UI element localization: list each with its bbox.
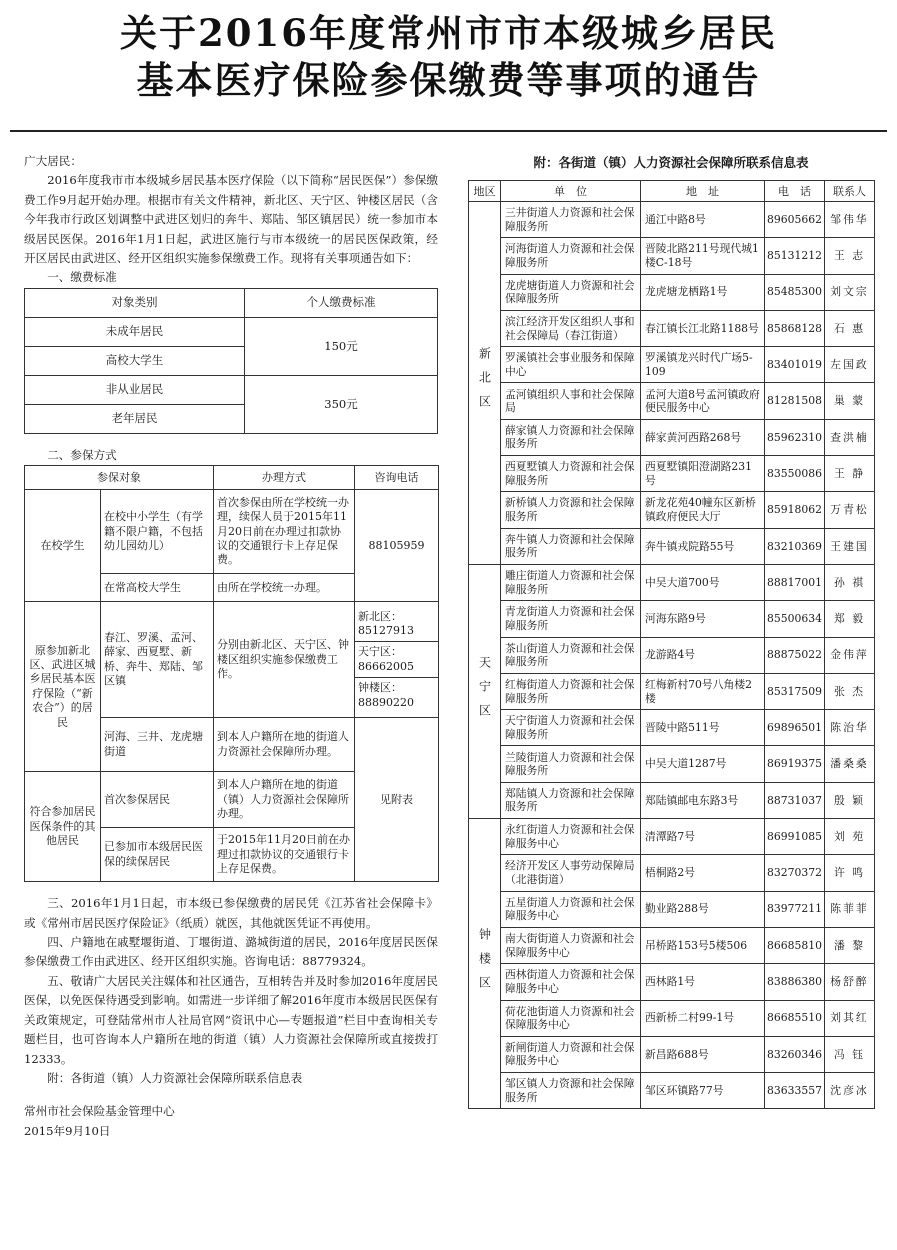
contact-row — [469, 782, 875, 818]
unit-name: 荷花池街道人力资源和社会保障服务中心 — [501, 1000, 641, 1036]
group-label: 符合参加居民医保条件的其他居民 — [25, 772, 101, 882]
district-name: 天宁区 — [469, 564, 501, 818]
unit-name: 永红街道人力资源和社会保障服务中心 — [501, 819, 641, 855]
title-line-1: 关于2016年度常州市市本级城乡居民 — [120, 11, 777, 55]
unit-phone: 86919375 — [765, 746, 825, 782]
contact-row — [469, 891, 875, 927]
contact-col-phone: 电 话 — [765, 181, 825, 202]
consult-phone: 88105959 — [355, 490, 439, 602]
signature-date: 2015年9月10日 — [24, 1123, 111, 1138]
method-text: 分别由新北区、天宁区、钟楼区组织实施参保缴费工作。 — [214, 602, 355, 718]
contact-row — [469, 746, 875, 782]
unit-address: 龙游路4号 — [641, 637, 765, 673]
unit-phone: 83977211 — [765, 891, 825, 927]
title-line-2: 基本医疗保险参保缴费等事项的通告 — [136, 58, 761, 102]
unit-name: 奔牛镇人力资源和社会保障服务所 — [501, 528, 641, 564]
unit-phone: 85500634 — [765, 601, 825, 637]
unit-phone: 86685510 — [765, 1000, 825, 1036]
see-appendix: 见附表 — [355, 718, 439, 882]
paragraph-6: 附：各街道（镇）人力资源社会保障所联系信息表 — [47, 1070, 303, 1085]
contact-person: 王建国 — [825, 528, 875, 564]
method-text: 由所在学校统一办理。 — [214, 574, 355, 602]
group-label: 原参加新北区、武进区城乡居民基本医疗保险（“新农合”）的居民 — [25, 602, 101, 772]
unit-name: 滨江经济开发区组织人事和社会保障局（春江街道） — [501, 310, 641, 346]
unit-address: 晋陵中路511号 — [641, 710, 765, 746]
unit-phone: 88817001 — [765, 564, 825, 600]
unit-address: 新昌路688号 — [641, 1036, 765, 1072]
contact-person: 查洪楠 — [825, 419, 875, 455]
contact-row — [469, 492, 875, 528]
method-text: 于2015年11月20日前在办理过扣款协议的交通银行卡上存足保费。 — [214, 828, 355, 882]
contact-row — [469, 274, 875, 310]
unit-address: 西新桥二村99-1号 — [641, 1000, 765, 1036]
contact-row — [469, 927, 875, 963]
unit-address: 孟河大道8号孟河镇政府便民服务中心 — [641, 383, 765, 419]
unit-phone: 83633557 — [765, 1073, 825, 1109]
contact-row — [469, 637, 875, 673]
notice-body — [24, 152, 438, 1141]
method-text: 到本人户籍所在地的街道人力资源社会保障所办理。 — [214, 718, 355, 772]
contact-col-unit: 单 位 — [501, 181, 641, 202]
contact-row — [469, 528, 875, 564]
unit-phone: 81281508 — [765, 383, 825, 419]
unit-name: 经济开发区人事劳动保障局（北港街道） — [501, 855, 641, 891]
unit-phone: 83550086 — [765, 456, 825, 492]
contact-row — [469, 819, 875, 855]
contact-person: 刘文宗 — [825, 274, 875, 310]
target-subgroup: 河海、三井、龙虎塘街道 — [101, 718, 214, 772]
paragraph-4: 四、户籍地在戚墅堰街道、丁堰街道、潞城街道的居民，2016年度居民医保参保缴费工作由武进区、经开区组织实施。咨询电话：88779324。 — [24, 935, 438, 969]
method-text: 首次参保由所在学校统一办理，续保人员于2015年11月20日前在办理过扣款协议的交通银行卡上存足保费。 — [214, 490, 355, 574]
unit-name: 五星街道人力资源和社会保障服务中心 — [501, 891, 641, 927]
intro-paragraph: 2016年度我市市本级城乡居民基本医疗保险（以下简称“居民医保”）参保缴费工作9月起开始办理。根据市有关文件精神，新北区、天宁区、钟楼区居民（含今年我市行政区划调整中武进区划归的奔牛、郑陆、邹区镇居民）统一参加市本级居民医保。2016年1月1日起，武进区施行与市本级统一的居民医保政策，经开区居民由武进区、经开区组织实施参保缴费工作。现将有关事项通告如下： — [24, 173, 438, 266]
unit-address: 郑陆镇邮电东路3号 — [641, 782, 765, 818]
fee-col-amount: 个人缴费标准 — [245, 288, 438, 317]
unit-phone: 88875022 — [765, 637, 825, 673]
unit-address: 春江镇长江北路1188号 — [641, 310, 765, 346]
unit-name: 新桥镇人力资源和社会保障服务所 — [501, 492, 641, 528]
contact-person: 杨舒醉 — [825, 964, 875, 1000]
unit-name: 薛家镇人力资源和社会保障服务所 — [501, 419, 641, 455]
unit-address: 通江中路8号 — [641, 202, 765, 238]
unit-phone: 85485300 — [765, 274, 825, 310]
contact-row — [469, 383, 875, 419]
unit-name: 西夏墅镇人力资源和社会保障服务所 — [501, 456, 641, 492]
fee-amount: 150元 — [245, 317, 438, 375]
unit-name: 河海街道人力资源和社会保障服务所 — [501, 238, 641, 274]
contact-row — [469, 673, 875, 709]
unit-name: 孟河镇组织人事和社会保障局 — [501, 383, 641, 419]
contact-person: 石 惠 — [825, 310, 875, 346]
unit-address: 罗溪镇龙兴时代广场5-109 — [641, 347, 765, 383]
contact-col-address: 地 址 — [641, 181, 765, 202]
signature-org: 常州市社会保险基金管理中心 — [24, 1104, 175, 1119]
unit-address: 勤业路288号 — [641, 891, 765, 927]
unit-phone: 85317509 — [765, 673, 825, 709]
unit-phone: 83886380 — [765, 964, 825, 1000]
unit-address: 龙虎塘龙栖路1号 — [641, 274, 765, 310]
district-name: 新北区 — [469, 202, 501, 565]
unit-phone: 85131212 — [765, 238, 825, 274]
unit-name: 郑陆镇人力资源和社会保障服务所 — [501, 782, 641, 818]
contact-person: 左国政 — [825, 347, 875, 383]
unit-phone: 83401019 — [765, 347, 825, 383]
contact-row — [469, 202, 875, 238]
unit-name: 南大街街道人力资源和社会保障服务中心 — [501, 927, 641, 963]
fee-row-category: 老年居民 — [25, 404, 245, 433]
contact-col-district: 地区 — [469, 181, 501, 202]
unit-phone: 85962310 — [765, 419, 825, 455]
contact-person: 巢 蒙 — [825, 383, 875, 419]
contact-person: 刘 苑 — [825, 819, 875, 855]
unit-address: 中吴大道700号 — [641, 564, 765, 600]
appendix-panel — [468, 152, 874, 1109]
fee-row-category: 非从业居民 — [25, 375, 245, 404]
unit-phone: 86991085 — [765, 819, 825, 855]
section-1-heading: 一、缴费标准 — [47, 270, 117, 285]
contact-person: 潘 黎 — [825, 927, 875, 963]
unit-phone: 85868128 — [765, 310, 825, 346]
contact-row — [469, 456, 875, 492]
unit-address: 河海东路9号 — [641, 601, 765, 637]
contact-info-table — [468, 180, 875, 1109]
title-divider — [10, 130, 887, 132]
fee-row-category: 未成年居民 — [25, 317, 245, 346]
fee-amount: 350元 — [245, 375, 438, 433]
unit-name: 天宁街道人力资源和社会保障服务所 — [501, 710, 641, 746]
unit-name: 邹区镇人力资源和社会保障服务所 — [501, 1073, 641, 1109]
unit-address: 西林路1号 — [641, 964, 765, 1000]
target-subgroup: 首次参保居民 — [101, 772, 214, 828]
unit-name: 西林街道人力资源和社会保障服务中心 — [501, 964, 641, 1000]
unit-phone: 69896501 — [765, 710, 825, 746]
contact-person: 孙 祺 — [825, 564, 875, 600]
contact-person: 刘其红 — [825, 1000, 875, 1036]
target-subgroup: 春江、罗溪、孟河、薛家、西夏墅、新桥、奔牛、郑陆、邹区镇 — [101, 602, 214, 718]
unit-address: 邹区环镇路77号 — [641, 1073, 765, 1109]
target-subgroup: 已参加市本级居民医保的续保居民 — [101, 828, 214, 882]
contact-col-person: 联系人 — [825, 181, 875, 202]
unit-name: 青龙街道人力资源和社会保障服务所 — [501, 601, 641, 637]
contact-row — [469, 601, 875, 637]
unit-address: 晋陵北路211号现代城1楼C-18号 — [641, 238, 765, 274]
method-text: 到本人户籍所在地的街道（镇）人力资源社会保障所办理。 — [214, 772, 355, 828]
contact-row — [469, 347, 875, 383]
target-subgroup: 在校中小学生（有学籍不限户籍，不包括幼儿园幼儿） — [101, 490, 214, 574]
unit-phone: 89605662 — [765, 202, 825, 238]
contact-person: 陈治华 — [825, 710, 875, 746]
fee-row-category: 高校大学生 — [25, 346, 245, 375]
contact-row — [469, 710, 875, 746]
method-col-target: 参保对象 — [25, 466, 214, 490]
fee-col-category: 对象类别 — [25, 288, 245, 317]
unit-address: 梧桐路2号 — [641, 855, 765, 891]
unit-name: 雕庄街道人力资源和社会保障服务所 — [501, 564, 641, 600]
method-col-method: 办理方式 — [214, 466, 355, 490]
unit-address: 薛家黄河西路268号 — [641, 419, 765, 455]
unit-name: 新闸街道人力资源和社会保障服务中心 — [501, 1036, 641, 1072]
unit-address: 清潭路7号 — [641, 819, 765, 855]
unit-name: 兰陵街道人力资源和社会保障服务所 — [501, 746, 641, 782]
section-2-heading: 二、参保方式 — [47, 447, 117, 462]
fee-standard-table — [24, 288, 438, 434]
contact-row — [469, 419, 875, 455]
paragraph-3: 三、2016年1月1日起，市本级已参保缴费的居民凭《江苏省社会保障卡》或《常州市居民医疗保险证》（纸质）就医，其他就医凭证不再使用。 — [24, 896, 438, 930]
district-name: 钟楼区 — [469, 819, 501, 1109]
contact-row — [469, 1036, 875, 1072]
contact-person: 王 静 — [825, 456, 875, 492]
unit-phone: 85918062 — [765, 492, 825, 528]
group-label: 在校学生 — [25, 490, 101, 602]
contact-person: 郑 毅 — [825, 601, 875, 637]
contact-row — [469, 1000, 875, 1036]
contact-person: 沈彦冰 — [825, 1073, 875, 1109]
unit-name: 罗溪镇社会事业服务和保障中心 — [501, 347, 641, 383]
contact-table-body — [469, 202, 875, 1109]
unit-phone: 86685810 — [765, 927, 825, 963]
unit-address: 吊桥路153号5楼506 — [641, 927, 765, 963]
unit-phone: 88731037 — [765, 782, 825, 818]
target-subgroup: 在常高校大学生 — [101, 574, 214, 602]
contact-person: 万青松 — [825, 492, 875, 528]
contact-row — [469, 855, 875, 891]
contact-person: 金伟萍 — [825, 637, 875, 673]
contact-person: 王 志 — [825, 238, 875, 274]
method-col-phone: 咨询电话 — [355, 466, 439, 490]
contact-person: 潘桑桑 — [825, 746, 875, 782]
unit-address: 中吴大道1287号 — [641, 746, 765, 782]
contact-row — [469, 964, 875, 1000]
unit-phone: 83210369 — [765, 528, 825, 564]
unit-name: 红梅街道人力资源和社会保障服务所 — [501, 673, 641, 709]
contact-person: 邹伟华 — [825, 202, 875, 238]
contact-row — [469, 310, 875, 346]
contact-person: 冯 钰 — [825, 1036, 875, 1072]
unit-address: 红梅新村70号八角楼2楼 — [641, 673, 765, 709]
contact-row — [469, 238, 875, 274]
contact-row — [469, 1073, 875, 1109]
district-phone: 钟楼区：88890220 — [358, 681, 414, 709]
contact-row — [469, 564, 875, 600]
unit-address: 西夏墅镇阳澄湖路231号 — [641, 456, 765, 492]
contact-person: 张 杰 — [825, 673, 875, 709]
unit-address: 奔牛镇戎院路55号 — [641, 528, 765, 564]
unit-name: 三井街道人力资源和社会保障服务所 — [501, 202, 641, 238]
contact-person: 许 鸣 — [825, 855, 875, 891]
salutation: 广大居民： — [24, 154, 82, 168]
unit-name: 龙虎塘街道人力资源和社会保障服务所 — [501, 274, 641, 310]
district-phone-cell — [355, 602, 439, 718]
enrollment-method-table — [24, 465, 439, 882]
contact-person: 陈菲菲 — [825, 891, 875, 927]
appendix-caption: 附：各街道（镇）人力资源社会保障所联系信息表 — [533, 155, 809, 170]
contact-person: 殷 颖 — [825, 782, 875, 818]
unit-phone: 83260346 — [765, 1036, 825, 1072]
district-phone: 天宁区：86662005 — [355, 642, 438, 678]
notice-title — [0, 10, 897, 104]
paragraph-5: 五、敬请广大居民关注媒体和社区通告，互相转告并及时参加2016年度居民医保，以免医保待遇受到影响。如需进一步详细了解2016年度市本级居民医保有关政策规定，可登陆常州市人社局官网“资讯中心—专题报道”栏目中查询相关专题栏目，也可咨询本人户籍所在地的街道（镇）人力资源社会保障所或直接拨打12333。 — [24, 973, 438, 1066]
unit-name: 茶山街道人力资源和社会保障服务所 — [501, 637, 641, 673]
unit-address: 新龙花苑40幢东区新桥镇政府便民大厅 — [641, 492, 765, 528]
district-phone: 新北区：85127913 — [355, 607, 438, 643]
unit-phone: 83270372 — [765, 855, 825, 891]
